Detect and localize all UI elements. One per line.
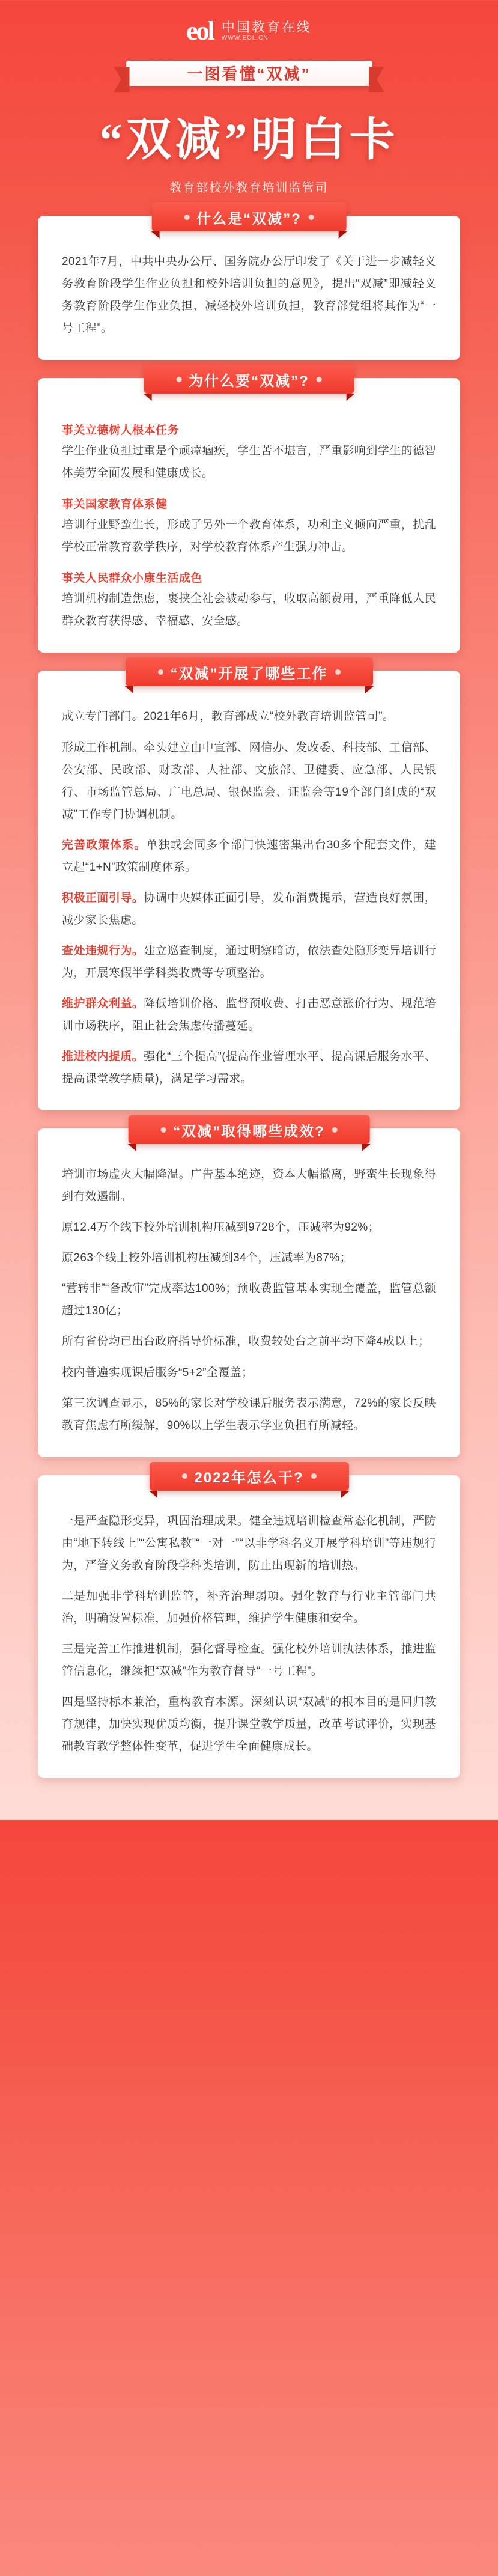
diamond-icon: [181, 1473, 187, 1479]
card-why-shuangjian: [38, 373, 460, 653]
diamond-icon: [176, 377, 181, 382]
list-item: [62, 993, 436, 1037]
section-banner-label: 什么是“双减”?: [196, 210, 302, 227]
logo-wrapper: [186, 16, 312, 46]
paragraph: 原12.4万个线下校外培训机构压减到9728个，压减率为92%；: [62, 1221, 380, 1234]
diamond-icon: [311, 1473, 317, 1479]
item-heading: 事关立德树人根本任务: [62, 424, 180, 437]
logo-text-block: [222, 20, 312, 41]
item-body: 学生作业负担过重是个顽瘴痼疾，学生苦不堪言，严重影响到学生的德智体美劳全面发展和健康成长。: [62, 445, 436, 480]
item-body: 协调中央媒体正面引导，发布消费提示，营造良好氛围，减少家长焦虑。: [62, 891, 436, 927]
item-heading: 事关人民群众小康生活成色: [62, 572, 203, 585]
paragraph: 培训市场虚火大幅降温。广告基本绝迹，资本大幅撤离，野蛮生长现象得到有效遏制。: [62, 1168, 436, 1204]
card-results: [38, 1123, 460, 1457]
logo-url: WWW.EOL.CN: [221, 35, 269, 42]
card-2022-plan: [38, 1470, 460, 1778]
item-heading: 查处违规行为。: [62, 944, 144, 957]
page-subtitle: 教育部校外教育培训监管司: [169, 181, 329, 195]
ribbon-label: 一图看懂“双减”: [187, 64, 311, 83]
section-banner: [151, 202, 347, 231]
paragraph: 2021年7月，中共中央办公厅、国务院办公厅印发了《关于进一步减轻义务教育阶段学生作业负担和校外培训负担的意见》，提出“双减”即减轻义务教育阶段学生作业负担、减轻校外培训负担，教育部党组将其作为“一号工程”。: [62, 255, 436, 335]
section-banner: [149, 1462, 348, 1491]
section-banner-label: “双减”取得哪些成效?: [173, 1123, 325, 1140]
section-banner-label: “双减”开展了哪些工作: [170, 665, 328, 682]
section-banner: [144, 365, 354, 394]
section-banner-label: 为什么要“双减”?: [189, 373, 309, 389]
paragraph: 一是严查隐形变异，巩固治理成果。健全违规培训检查常态化机制，严防由“地下转线上”“公寓私教”“一对一”“以非学科名义开展学科培训”等违规行为，严管义务教育阶段学科类培训，防止出现新的培训热。: [62, 1514, 436, 1572]
list-item: [62, 421, 436, 484]
paragraph: 四是坚持标本兼治，重构教育本源。深刻认识“双减”的根本目的是回归教育规律，加快实现优质均衡，提升课堂教学质量，改革考试评价，实现基础教育教学整体性变革，促进学生全面健康成长。: [62, 1695, 436, 1753]
card-what-is-shuangjian: [38, 210, 460, 360]
list-item: [62, 887, 436, 931]
item-heading: 完善政策体系。: [62, 838, 147, 851]
diamond-icon: [158, 669, 163, 675]
item-body: 培训行业野蛮生长，形成了另外一个教育体系，功利主义倾向严重，扰乱学校正常教育教学秩序，对学校教育体系产生强力冲击。: [62, 519, 436, 554]
paragraph: 原263个线上校外培训机构压减到34个，压减率为87%；: [62, 1252, 352, 1265]
item-body: 形成工作机制。牵头建立由中宣部、网信办、发改委、科技部、工信部、公安部、民政部、财政部、人社部、文旅部、卫健委、应急部、人民银行、市场监管总局、广电总局、银保监会、证监会等19个部门组成的“双减”工作专门协调机制。: [62, 741, 436, 821]
item-body: 单独或会同多个部门快速密集出台30多个配套文件，建立起“1+N”政策制度体系。: [62, 838, 436, 874]
diamond-icon: [160, 1127, 166, 1133]
list-item: [62, 495, 436, 558]
item-body: 培训机构制造焦虑，裹挟全社会被动参与，收取高额费用，严重降低人民群众教育获得感、幸福感、安全感。: [62, 592, 436, 628]
item-heading: 积极正面引导。: [62, 891, 144, 904]
item-heading: 事关国家教育体系健: [62, 498, 168, 511]
diamond-icon: [309, 215, 314, 220]
paragraph: 所有省份均已出台政府指导价标准，收费较处台之前平均下降4成以上；: [62, 1335, 430, 1348]
section-banner: [126, 657, 373, 686]
card-work-done: [38, 665, 460, 1110]
site-logo: [0, 0, 498, 52]
item-body: 建立巡查制度，通过明察暗访，依法查处隐形变异培训行为，开展寒假半学科类收费等专项整治。: [62, 944, 436, 979]
section-banner-label: 2022年怎么干?: [194, 1470, 304, 1487]
paragraph: 第三次调查显示，85%的家长对学校课后服务表示满意，72%的家长反映教育焦虑有所缓解，90%以上学生表示学业负担有所减轻。: [62, 1396, 436, 1432]
diamond-icon: [335, 669, 341, 675]
item-heading: 推进校内提质。: [62, 1050, 144, 1064]
list-item: [62, 1046, 436, 1090]
paragraph: 二是加强非学科培训监管，补齐治理弱项。强化教育与行业主管部门共治，明确设置标准，加强价格管理，维护学生健康和安全。: [62, 1589, 436, 1625]
item-heading: 维护群众利益。: [62, 997, 144, 1010]
item-body: 强化“三个提高”(提高作业管理水平、提高课后服务水平、提高课堂教学质量)，满足学习需求。: [62, 1050, 436, 1086]
item-body: 降低培训价格、监督预收费、打击恶意涨价行为、规范培训市场秩序，阻止社会焦虑传播蔓延。: [62, 997, 436, 1033]
item-body: 成立专门部门。2021年6月，教育部成立“校外教育培训监管司”。: [62, 710, 395, 723]
eol-logo-icon: eol: [186, 16, 213, 46]
header-ribbon: [126, 57, 372, 88]
diamond-icon: [332, 1127, 338, 1133]
list-item: [62, 834, 436, 878]
paragraph: 三是完善工作推进机制，强化督导检查。强化校外培训执法体系，推进监管信息化，继续把“双减”作为教育督导“一号工程”。: [62, 1642, 436, 1678]
list-item: [62, 569, 436, 632]
section-banner: [128, 1115, 370, 1144]
diamond-icon: [317, 377, 322, 382]
paragraph: 校内普遍实现课后服务“5+2”全覆盖；: [62, 1366, 254, 1379]
page-title: “双减”明白卡: [99, 115, 399, 165]
list-item: [62, 940, 436, 984]
paragraph: “营转非”“备改审”完成率达100%；预收费监管基本实现全覆盖，监管总额超过130亿；: [62, 1282, 436, 1318]
diamond-icon: [184, 215, 189, 220]
footer-spacer: [0, 1778, 498, 1796]
logo-cn-name: 中国教育在线: [221, 19, 312, 35]
